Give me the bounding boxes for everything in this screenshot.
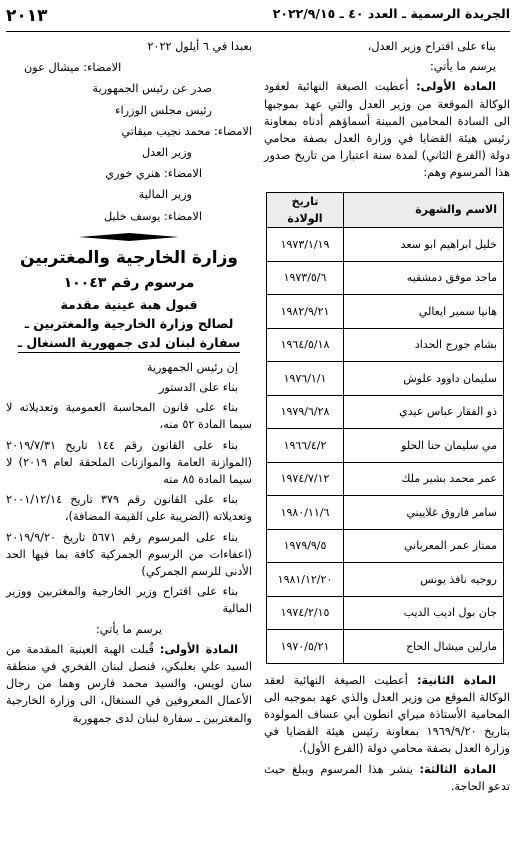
article-label: المادة الأولى: (159, 642, 238, 656)
article-text: أعطيت الصيغة النهائية لعقود الوكالة الموقعة من وزير العدل والتي عهد بموجبها الى السادة المحامين المبينة أسماؤهم أدناه بمعاونة رئيس هيئة القضايا في وزارة العدل بصفة محامي دولة (الفرع الثاني) لمدة سنة اعتبارا من تاريخ صدور هذا المرسوم وهم: (264, 80, 510, 180)
table-row (267, 228, 504, 262)
considering-accounting-law: بناء على قانون المحاسبة العمومية وتعديلاته لا سيما المادة ٥٢ منه، (6, 401, 252, 432)
signature-president: الامضاء: ميشال عون (24, 61, 122, 75)
cell-date: ١٩٦٦/٤/٢ (267, 429, 344, 463)
table-row (267, 462, 504, 496)
subject-line: لصالح وزارة الخارجية والمغتربين ـ (24, 315, 234, 331)
cell-name: ممتاز عمر المعرباني (344, 529, 504, 563)
cell-date: ١٩٧٩/٦/٢٨ (267, 395, 344, 429)
issued-by: صدر عن رئيس الجمهورية (92, 82, 212, 96)
section-divider (6, 233, 252, 241)
cell-name: روجيه نافذ يونس (344, 563, 504, 597)
decree-subject (6, 295, 252, 353)
table-row (267, 529, 504, 563)
cell-date: ١٩٧٩/٩/٥ (267, 529, 344, 563)
table-row (267, 261, 504, 295)
president-line: إن رئيس الجمهورية (146, 360, 238, 374)
table-row (267, 328, 504, 362)
date-line: بعبدا في ٦ أيلول ٢٠٢٢ (147, 40, 252, 53)
considering-customs-decree: بناء على المرسوم رقم ٥٦٧١ تاريخ ٢٠١٩/٩/٢٠ (اعفاءات من الرسوم الجمركية كافة بما فيها الحد الأدنى للرسم الجمركي) (6, 530, 252, 579)
cell-date: ١٩٧٣/٥/٦ (267, 261, 344, 295)
cell-name: خليل ابراهيم ابو سعد (344, 228, 504, 262)
table-row (267, 362, 504, 396)
header-rule (6, 31, 510, 32)
table-row (267, 395, 504, 429)
table-row (267, 496, 504, 530)
column-header-date: تاريخ الولادة (267, 192, 344, 227)
considering-constitution: بناء على الدستور (158, 381, 238, 395)
article-text: أعطيت الصيغة النهائية لعقد الوكالة الموقع من وزير العدل والذي عهد بموجبه الى المحامية الأستاذة ميراي انطون أبي عساف المولودة بتاريخ ١٩٦٩/٩/٢٠ بمعاونة رئيس هيئة القضايا في وزارة العدل بصفة محامي دولة (الفرع الأول). (264, 673, 510, 756)
pm-title: رئيس مجلس الوزراء (115, 103, 212, 117)
article-two (264, 672, 510, 758)
article-three (264, 761, 510, 795)
signature-justice: الامضاء: هنري خوري (105, 167, 202, 181)
cell-name: جان بول اديب الديب (344, 596, 504, 630)
article-label: المادة الثالثة: (419, 762, 496, 776)
cell-date: ١٩٧٤/٧/١٢ (267, 462, 344, 496)
table-row (267, 596, 504, 630)
article-label: المادة الثانية: (417, 673, 496, 687)
finance-minister-title: وزير المالية (138, 188, 192, 202)
cell-name: سليمان داوود علوش (344, 362, 504, 396)
cell-name: بشام جورج الحداد (344, 328, 504, 362)
decrees-following: يرسم ما يأتي: (430, 60, 496, 74)
table-row (267, 429, 504, 463)
article-label: المادة الأولى: (416, 80, 496, 94)
page-number: ٢٠١٣ (6, 6, 48, 26)
column-header-name: الاسم والشهرة (344, 192, 504, 227)
article-one (264, 78, 510, 181)
cell-name: هانيا سمير ايعالي (344, 295, 504, 329)
right-column (264, 38, 510, 798)
cell-name: عمر محمد بشير ملك (344, 462, 504, 496)
cell-date: ١٩٨١/١٢/٢٠ (267, 563, 344, 597)
decrees-following: يرسم ما يأتي: (96, 622, 162, 636)
signature-pm: الامضاء: محمد نجيب ميقاتي (121, 124, 252, 138)
table-header-row (267, 192, 504, 227)
cell-date: ١٩٧٤/٢/١٥ (267, 596, 344, 630)
cell-date: ١٩٨٢/٩/٢١ (267, 295, 344, 329)
table-row (267, 563, 504, 597)
cell-date: ١٩٧٣/١/١٩ (267, 228, 344, 262)
cell-name: ذو الفقار عباس عيدي (344, 395, 504, 429)
lawyers-table (266, 192, 504, 664)
article-text: ينشر هذا المرسوم ويبلغ حيث تدعو الحاجة. (264, 762, 510, 793)
considering-vat-law: بناء على القانون رقم ٣٧٩ تاريخ ٢٠٠١/١٢/١٤ وتعديلاته (الضريبة على القيمة المضافة)، (6, 493, 252, 524)
cell-name: مارلين ميشال الحاج (344, 630, 504, 664)
cell-name: ماجد موفق دمشقيه (344, 261, 504, 295)
table-row (267, 295, 504, 329)
issue-info: الجريدة الرسمية ـ العدد ٤٠ ـ ٢٠٢٢/٩/١٥ (272, 6, 510, 21)
considering-proposal: بناء على اقتراح وزير الخارجية والمغتربين ووزير المالية (6, 585, 252, 616)
table-row (267, 630, 504, 664)
left-column (6, 38, 252, 798)
page-header (6, 6, 510, 30)
divider-ornament (79, 233, 179, 241)
ministry-title: وزارة الخارجية والمغتربين (20, 247, 238, 268)
subject-line: سفارة لبنان لدى جمهورية السنغال ـ (18, 333, 241, 353)
cell-date: ١٩٧٠/٥/٢١ (267, 630, 344, 664)
justice-proposal: بناء على اقتراح وزير العدل، (367, 40, 496, 53)
cell-name: سامر فاروق غلاييني (344, 496, 504, 530)
cell-date: ١٩٧٦/١/١ (267, 362, 344, 396)
cell-date: ١٩٦٤/٥/١٨ (267, 328, 344, 362)
considering-budget-law: بناء على القانون رقم ١٤٤ تاريخ ٢٠١٩/٧/٣١ (الموازنة العامة والموازنات الملحقة لعام ٢٠١٩) لا سيما المادة ٨٥ منه (6, 438, 252, 487)
decree-number: مرسوم رقم ١٠٠٤٣ (63, 274, 195, 291)
signature-finance: الامضاء: يوسف خليل (104, 209, 202, 223)
article-one (6, 641, 252, 727)
article-text: قُبلت الهبة العينية المقدمة من السيد علي بعلبكي، قنصل لبنان الفخري في منطقة سان لويس، والسيد محمد فارس وهما من رجال الأعمال المعروفين في السنغال، الى وزارة الخارجية والمغتربين ـ سفارة لبنان لدى جمهورية (6, 642, 252, 725)
cell-date: ١٩٨٠/١١/٦ (267, 496, 344, 530)
justice-minister-title: وزير العدل (141, 146, 192, 160)
subject-line: قبول هبة عينية مقدمة (60, 296, 198, 312)
columns (6, 38, 510, 798)
cell-name: مي سليمان حنا الحلو (344, 429, 504, 463)
